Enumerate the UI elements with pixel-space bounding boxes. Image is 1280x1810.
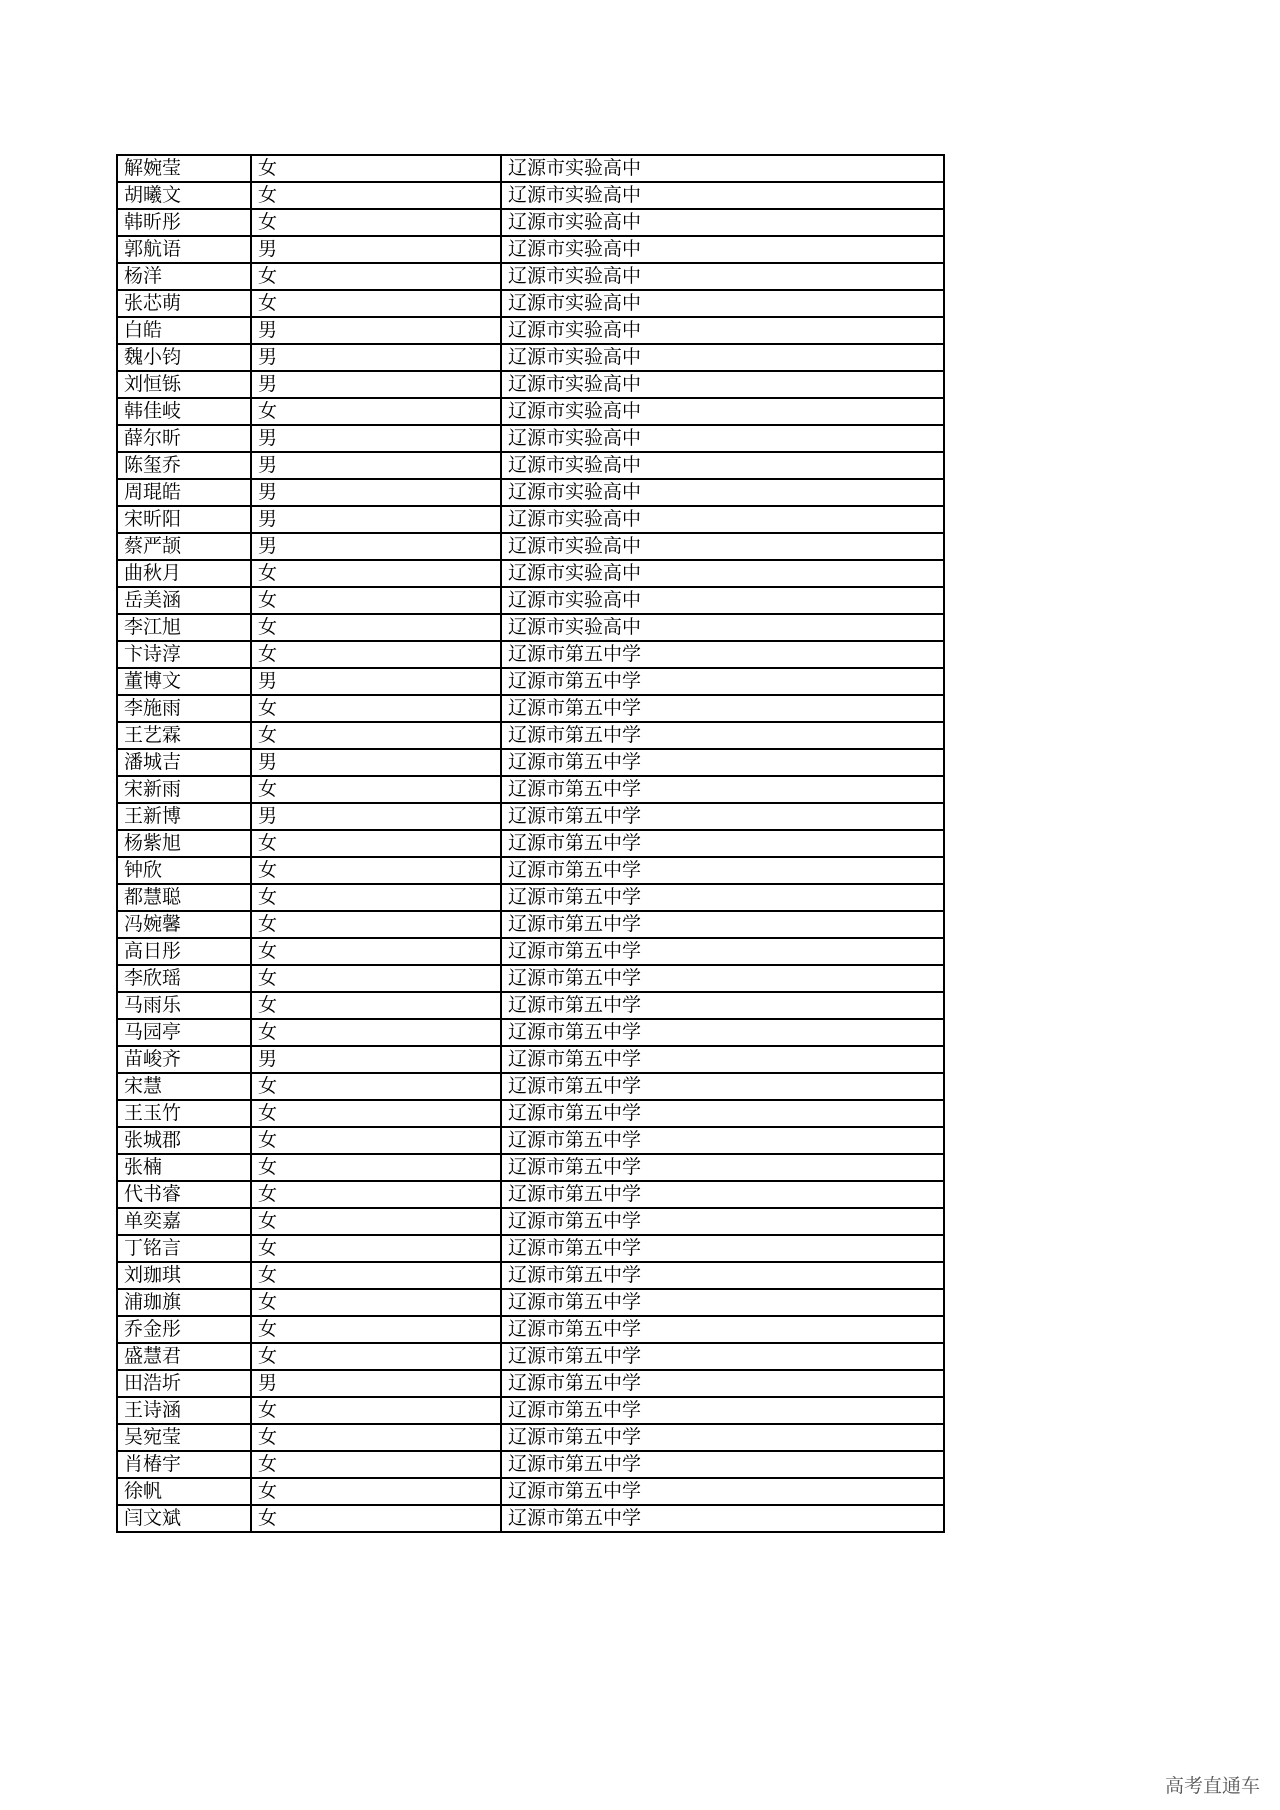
student-name-cell: 浦珈旗 [117, 1289, 251, 1316]
roster-table-body [117, 155, 944, 1532]
student-name-cell: 李施雨 [117, 695, 251, 722]
table-row [117, 1316, 944, 1343]
student-name-cell: 宋新雨 [117, 776, 251, 803]
table-row [117, 182, 944, 209]
table-row [117, 398, 944, 425]
gender-cell: 女 [251, 641, 501, 668]
table-row [117, 1451, 944, 1478]
gender-cell: 女 [251, 560, 501, 587]
gender-cell: 女 [251, 776, 501, 803]
table-row [117, 1181, 944, 1208]
table-row [117, 938, 944, 965]
table-row [117, 155, 944, 182]
gender-cell: 女 [251, 155, 501, 182]
student-name-cell: 郭航语 [117, 236, 251, 263]
school-cell: 辽源市第五中学 [501, 1397, 944, 1424]
gender-cell: 女 [251, 1397, 501, 1424]
gender-cell: 女 [251, 911, 501, 938]
gender-cell: 男 [251, 1046, 501, 1073]
gender-cell: 女 [251, 1505, 501, 1532]
gender-cell: 女 [251, 1019, 501, 1046]
gender-cell: 女 [251, 722, 501, 749]
gender-cell: 女 [251, 830, 501, 857]
student-name-cell: 杨紫旭 [117, 830, 251, 857]
school-cell: 辽源市实验高中 [501, 506, 944, 533]
table-row [117, 371, 944, 398]
student-name-cell: 马雨乐 [117, 992, 251, 1019]
school-cell: 辽源市第五中学 [501, 1289, 944, 1316]
school-cell: 辽源市第五中学 [501, 965, 944, 992]
gender-cell: 女 [251, 587, 501, 614]
gender-cell: 女 [251, 1100, 501, 1127]
student-name-cell: 王新博 [117, 803, 251, 830]
school-cell: 辽源市第五中学 [501, 911, 944, 938]
gender-cell: 女 [251, 1073, 501, 1100]
table-row [117, 1505, 944, 1532]
gender-cell: 男 [251, 371, 501, 398]
school-cell: 辽源市第五中学 [501, 992, 944, 1019]
gender-cell: 男 [251, 1370, 501, 1397]
student-name-cell: 王诗涵 [117, 1397, 251, 1424]
school-cell: 辽源市实验高中 [501, 587, 944, 614]
table-row [117, 830, 944, 857]
table-row [117, 641, 944, 668]
table-row [117, 1397, 944, 1424]
student-name-cell: 蔡严颉 [117, 533, 251, 560]
gender-cell: 男 [251, 479, 501, 506]
table-row [117, 344, 944, 371]
school-cell: 辽源市第五中学 [501, 1127, 944, 1154]
student-name-cell: 钟欣 [117, 857, 251, 884]
gender-cell: 男 [251, 344, 501, 371]
student-name-cell: 高日彤 [117, 938, 251, 965]
school-cell: 辽源市实验高中 [501, 452, 944, 479]
table-row [117, 236, 944, 263]
table-row [117, 803, 944, 830]
student-name-cell: 苗峻齐 [117, 1046, 251, 1073]
student-name-cell: 张城郡 [117, 1127, 251, 1154]
school-cell: 辽源市第五中学 [501, 1100, 944, 1127]
gender-cell: 男 [251, 506, 501, 533]
gender-cell: 女 [251, 209, 501, 236]
school-cell: 辽源市实验高中 [501, 263, 944, 290]
student-name-cell: 单奕嘉 [117, 1208, 251, 1235]
table-row [117, 614, 944, 641]
gender-cell: 男 [251, 803, 501, 830]
school-cell: 辽源市第五中学 [501, 857, 944, 884]
table-row [117, 857, 944, 884]
school-cell: 辽源市第五中学 [501, 803, 944, 830]
student-name-cell: 马园亭 [117, 1019, 251, 1046]
student-name-cell: 都慧聪 [117, 884, 251, 911]
table-row [117, 1154, 944, 1181]
table-row [117, 290, 944, 317]
gender-cell: 男 [251, 425, 501, 452]
gender-cell: 女 [251, 992, 501, 1019]
school-cell: 辽源市实验高中 [501, 398, 944, 425]
table-row [117, 668, 944, 695]
school-cell: 辽源市第五中学 [501, 1316, 944, 1343]
gender-cell: 女 [251, 182, 501, 209]
gender-cell: 女 [251, 614, 501, 641]
table-row [117, 1019, 944, 1046]
table-row [117, 1073, 944, 1100]
school-cell: 辽源市第五中学 [501, 938, 944, 965]
gender-cell: 女 [251, 1235, 501, 1262]
student-name-cell: 盛慧君 [117, 1343, 251, 1370]
school-cell: 辽源市第五中学 [501, 1451, 944, 1478]
school-cell: 辽源市实验高中 [501, 614, 944, 641]
school-cell: 辽源市第五中学 [501, 1208, 944, 1235]
school-cell: 辽源市实验高中 [501, 533, 944, 560]
gender-cell: 女 [251, 1181, 501, 1208]
table-row [117, 1235, 944, 1262]
student-name-cell: 王玉竹 [117, 1100, 251, 1127]
school-cell: 辽源市第五中学 [501, 1019, 944, 1046]
student-name-cell: 李欣瑶 [117, 965, 251, 992]
school-cell: 辽源市实验高中 [501, 290, 944, 317]
student-name-cell: 张芯萌 [117, 290, 251, 317]
student-name-cell: 周琨皓 [117, 479, 251, 506]
gender-cell: 男 [251, 533, 501, 560]
table-row [117, 1478, 944, 1505]
student-name-cell: 肖椿宇 [117, 1451, 251, 1478]
table-row [117, 1127, 944, 1154]
gender-cell: 女 [251, 857, 501, 884]
school-cell: 辽源市第五中学 [501, 1154, 944, 1181]
school-cell: 辽源市实验高中 [501, 560, 944, 587]
school-cell: 辽源市实验高中 [501, 344, 944, 371]
gender-cell: 女 [251, 1154, 501, 1181]
student-name-cell: 解婉莹 [117, 155, 251, 182]
gender-cell: 女 [251, 1208, 501, 1235]
student-name-cell: 张楠 [117, 1154, 251, 1181]
student-name-cell: 陈玺乔 [117, 452, 251, 479]
school-cell: 辽源市第五中学 [501, 668, 944, 695]
school-cell: 辽源市第五中学 [501, 1262, 944, 1289]
student-name-cell: 李江旭 [117, 614, 251, 641]
student-name-cell: 田浩圻 [117, 1370, 251, 1397]
table-row [117, 1046, 944, 1073]
school-cell: 辽源市实验高中 [501, 425, 944, 452]
table-row [117, 560, 944, 587]
school-cell: 辽源市第五中学 [501, 1424, 944, 1451]
school-cell: 辽源市实验高中 [501, 479, 944, 506]
gender-cell: 女 [251, 1127, 501, 1154]
student-name-cell: 乔金彤 [117, 1316, 251, 1343]
student-name-cell: 刘恒铄 [117, 371, 251, 398]
student-name-cell: 岳美涵 [117, 587, 251, 614]
gender-cell: 女 [251, 263, 501, 290]
table-row [117, 1262, 944, 1289]
gender-cell: 男 [251, 452, 501, 479]
table-row [117, 776, 944, 803]
school-cell: 辽源市第五中学 [501, 641, 944, 668]
table-row [117, 695, 944, 722]
student-name-cell: 冯婉馨 [117, 911, 251, 938]
table-row [117, 1370, 944, 1397]
table-row [117, 1343, 944, 1370]
gender-cell: 男 [251, 236, 501, 263]
student-name-cell: 闫文斌 [117, 1505, 251, 1532]
school-cell: 辽源市实验高中 [501, 371, 944, 398]
gender-cell: 女 [251, 938, 501, 965]
gender-cell: 女 [251, 695, 501, 722]
gender-cell: 女 [251, 1343, 501, 1370]
student-name-cell: 魏小钧 [117, 344, 251, 371]
gender-cell: 男 [251, 668, 501, 695]
table-row [117, 587, 944, 614]
gender-cell: 女 [251, 1478, 501, 1505]
table-row [117, 533, 944, 560]
gender-cell: 女 [251, 290, 501, 317]
student-name-cell: 薛尔昕 [117, 425, 251, 452]
school-cell: 辽源市第五中学 [501, 1343, 944, 1370]
table-row [117, 965, 944, 992]
student-name-cell: 杨洋 [117, 263, 251, 290]
gender-cell: 女 [251, 1451, 501, 1478]
gender-cell: 女 [251, 884, 501, 911]
student-name-cell: 代书睿 [117, 1181, 251, 1208]
table-row [117, 425, 944, 452]
school-cell: 辽源市实验高中 [501, 236, 944, 263]
table-row [117, 479, 944, 506]
gender-cell: 男 [251, 317, 501, 344]
student-name-cell: 王艺霖 [117, 722, 251, 749]
student-name-cell: 韩佳岐 [117, 398, 251, 425]
school-cell: 辽源市第五中学 [501, 776, 944, 803]
school-cell: 辽源市第五中学 [501, 1505, 944, 1532]
school-cell: 辽源市实验高中 [501, 182, 944, 209]
student-name-cell: 吴宛莹 [117, 1424, 251, 1451]
student-roster-table [116, 154, 945, 1533]
table-row [117, 911, 944, 938]
student-name-cell: 宋慧 [117, 1073, 251, 1100]
school-cell: 辽源市第五中学 [501, 749, 944, 776]
school-cell: 辽源市第五中学 [501, 1478, 944, 1505]
table-row [117, 992, 944, 1019]
student-name-cell: 卞诗淳 [117, 641, 251, 668]
school-cell: 辽源市第五中学 [501, 1370, 944, 1397]
gender-cell: 女 [251, 1289, 501, 1316]
student-name-cell: 宋昕阳 [117, 506, 251, 533]
school-cell: 辽源市第五中学 [501, 695, 944, 722]
table-row [117, 317, 944, 344]
table-row [117, 1424, 944, 1451]
school-cell: 辽源市第五中学 [501, 830, 944, 857]
gender-cell: 女 [251, 1424, 501, 1451]
student-name-cell: 曲秋月 [117, 560, 251, 587]
student-name-cell: 韩昕彤 [117, 209, 251, 236]
table-row [117, 452, 944, 479]
table-row [117, 749, 944, 776]
school-cell: 辽源市第五中学 [501, 1073, 944, 1100]
school-cell: 辽源市第五中学 [501, 884, 944, 911]
student-name-cell: 刘珈琪 [117, 1262, 251, 1289]
table-row [117, 506, 944, 533]
student-name-cell: 丁铭言 [117, 1235, 251, 1262]
table-row [117, 884, 944, 911]
gender-cell: 男 [251, 749, 501, 776]
student-name-cell: 潘城吉 [117, 749, 251, 776]
student-name-cell: 董博文 [117, 668, 251, 695]
school-cell: 辽源市实验高中 [501, 155, 944, 182]
gender-cell: 女 [251, 965, 501, 992]
table-row [117, 1100, 944, 1127]
watermark-text: 高考直通车 [1164, 1775, 1260, 1797]
gender-cell: 女 [251, 1316, 501, 1343]
student-name-cell: 徐帆 [117, 1478, 251, 1505]
student-name-cell: 胡曦文 [117, 182, 251, 209]
school-cell: 辽源市第五中学 [501, 1235, 944, 1262]
gender-cell: 女 [251, 398, 501, 425]
table-row [117, 1289, 944, 1316]
table-row [117, 722, 944, 749]
table-row [117, 1208, 944, 1235]
table-row [117, 263, 944, 290]
table-row [117, 209, 944, 236]
school-cell: 辽源市第五中学 [501, 722, 944, 749]
student-name-cell: 白皓 [117, 317, 251, 344]
gender-cell: 女 [251, 1262, 501, 1289]
school-cell: 辽源市第五中学 [501, 1046, 944, 1073]
school-cell: 辽源市实验高中 [501, 317, 944, 344]
school-cell: 辽源市实验高中 [501, 209, 944, 236]
school-cell: 辽源市第五中学 [501, 1181, 944, 1208]
